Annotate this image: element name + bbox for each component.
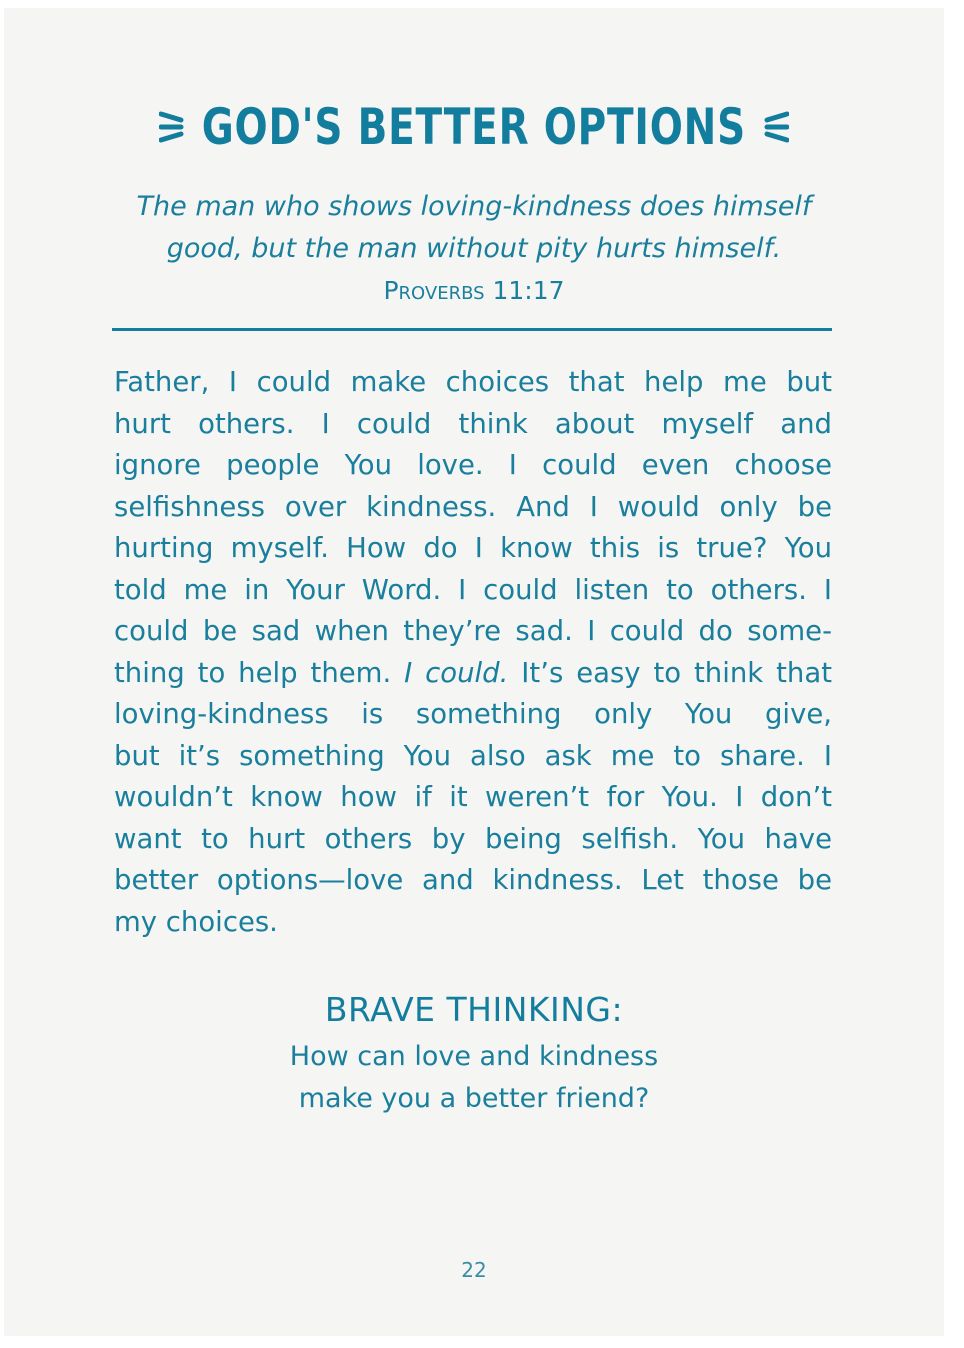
verse-reference: [4, 276, 944, 305]
body-line-with-italic: [114, 653, 832, 695]
body-line: my choices.: [114, 905, 278, 938]
question-line: How can love and kindness: [289, 1041, 659, 1072]
body-line: told me in Your Word. I could listen to others. I: [114, 573, 832, 606]
scripture-verse: [4, 186, 944, 270]
verse-line: The man who shows loving-kindness does himself: [136, 191, 812, 222]
body-line: ignore people You love. I could even choose: [114, 449, 832, 481]
body-line: selfishness over kindness. And I would only be: [114, 490, 832, 523]
title-row: [4, 94, 944, 160]
verse-line: good, but the man without pity hurts himself.: [166, 233, 782, 264]
prayer-body: [114, 362, 832, 943]
body-line-end: It’s easy to think that: [508, 656, 832, 689]
book-page: [4, 8, 944, 1336]
burst-left-icon: [159, 104, 185, 150]
body-line: wouldn’t know how if it weren’t for You. I don’t: [114, 781, 832, 813]
divider-rule: [112, 328, 832, 331]
question-line: make you a better friend?: [298, 1083, 650, 1114]
body-line: better options—love and kindness. Let those be: [114, 864, 832, 896]
page-number: 22: [461, 1258, 487, 1282]
body-line: hurting myself. How do I know this is true? You: [114, 532, 832, 564]
body-line: loving-kindness is something only You give,: [114, 698, 832, 730]
brave-thinking-question: [4, 1036, 944, 1120]
brave-thinking-heading: BRAVE THINKING:: [324, 990, 624, 1029]
body-line: Father, I could make choices that help me but: [114, 366, 832, 398]
body-line: could be sad when they’re sad. I could do some-: [114, 615, 832, 647]
body-line: hurt others. I could think about myself and: [114, 407, 832, 440]
italic-emphasis: I could.: [404, 656, 509, 689]
reference-chapter-verse: 11:17: [492, 276, 565, 305]
body-line: but it’s something You also ask me to share. I: [114, 739, 832, 772]
reference-book: Proverbs: [383, 276, 485, 305]
body-line-start: thing to help them.: [114, 656, 405, 689]
body-line: want to hurt others by being selfish. You have: [114, 822, 832, 855]
burst-right-icon: [763, 104, 789, 150]
page-title: GOD'S BETTER OPTIONS: [201, 98, 747, 156]
